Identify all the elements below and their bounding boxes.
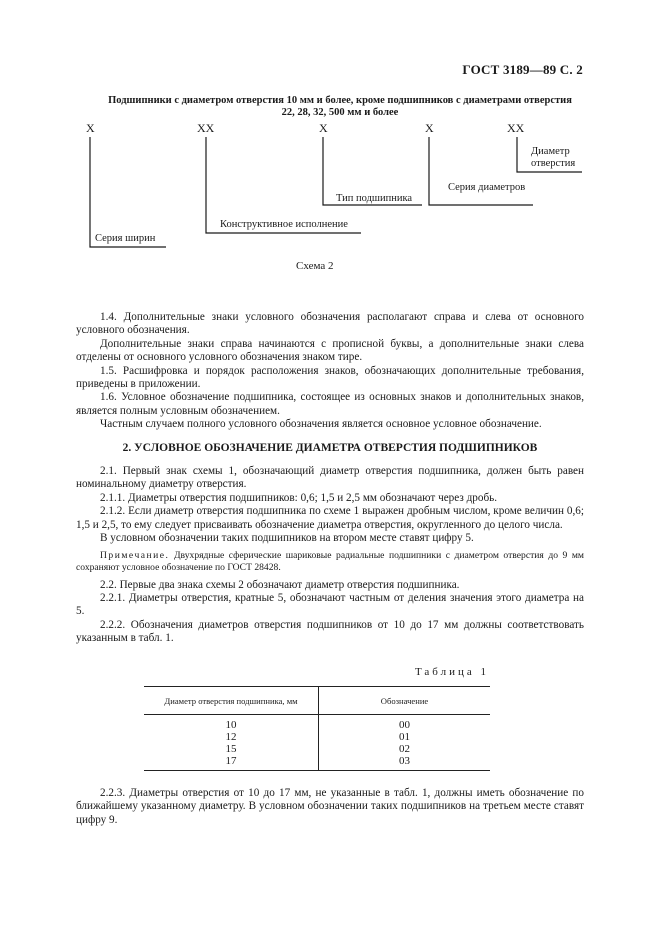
table-cell-diameter: 15 <box>144 743 319 755</box>
table-row <box>144 715 490 732</box>
paragraph-1-6-continued: Частным случаем полного условного обозначения является основное условное обозначение. <box>100 418 542 431</box>
label-diameter-series: Серия диаметров <box>448 182 526 193</box>
page-header: ГОСТ 3189—89 С. 2 <box>462 62 583 77</box>
scheme-title-line-2: 22, 28, 32, 500 мм и более <box>281 107 399 118</box>
table-cell-code: 03 <box>319 755 491 771</box>
label-diameter-line-2: отверстия <box>531 158 576 169</box>
table-cell-code: 00 <box>399 719 410 731</box>
paragraph-2-2: 2.2. Первые два знака схемы 2 обозначают диаметр отверстия подшипника. <box>100 578 460 591</box>
symbol-design: XX <box>197 121 215 135</box>
table-cell-diameter: 17 <box>144 755 319 771</box>
scheme-title-line-1: Подшипники с диаметром отверстия 10 мм и более, кроме подшипников с диаметрами отверстия <box>108 95 572 106</box>
table-header-diameter: Диаметр отверстия подшипника, мм <box>144 687 319 715</box>
table-row <box>144 755 490 771</box>
paragraph-1-6: 1.6. Условное обозначение подшипника, состоящее из основных знаков и дополнительных знаков, является полным условным обозначением. <box>76 391 584 417</box>
paragraph-2-2-1: 2.2.1. Диаметры отверстия, кратные 5, обозначают частным от деления значения этого диаметра на 5. <box>76 591 584 618</box>
symbol-bearing-type: X <box>319 121 328 135</box>
note <box>76 550 584 574</box>
body-text <box>76 311 584 646</box>
note-text: Двухрядные сферические шариковые радиальные подшипники с диаметром отверстия до 9 мм сохраняют условное обозначение по ГОСТ 28428. <box>76 549 584 573</box>
paragraph-2-1: 2.1. Первый знак схемы 1, обозначающий диаметр отверстия подшипника, должен быть равен номинальному диаметру отверстия. <box>76 465 584 491</box>
table-row <box>144 743 490 755</box>
table-cell-diameter: 10 <box>144 715 319 732</box>
body-text-bottom <box>76 787 584 827</box>
scheme-caption: Схема 2 <box>296 260 334 272</box>
section-2-title: 2. УСЛОВНОЕ ОБОЗНАЧЕНИЕ ДИАМЕТРА ОТВЕРСТИЯ ПОДШИПНИКОВ <box>122 441 538 454</box>
table-1 <box>144 686 490 771</box>
table-cell-code: 02 <box>399 743 410 755</box>
label-diameter-line-1: Диаметр <box>531 146 570 157</box>
symbol-diameter-series: X <box>425 121 434 135</box>
paragraph-2-1-1: 2.1.1. Диаметры отверстия подшипников: 0,6; 1,5 и 2,5 мм обозначают через дробь. <box>100 491 498 504</box>
table-header-row <box>144 687 490 715</box>
scheme-2-diagram <box>0 0 661 300</box>
symbol-diameter: XX <box>507 121 525 135</box>
paragraph-1-5: 1.5. Расшифровка и порядок расположения знаков, обозначающих дополнительные требования, приведены в приложении. <box>76 364 584 391</box>
note-label: Примечание. <box>100 549 170 561</box>
table-1-caption: Таблица 1 <box>414 666 489 678</box>
label-width-series: Серия ширин <box>95 233 156 244</box>
paragraph-2-2-2: 2.2.2. Обозначения диаметров отверстия подшипников от 10 до 17 мм должны соответствовать указанным в табл. 1. <box>76 618 584 645</box>
paragraph-2-2-3: 2.2.3. Диаметры отверстия от 10 до 17 мм, не указанные в табл. 1, должны иметь обозначение по ближайшему указанному диаметру. В условном обозначении таких подшипников на третьем месте ставят цифру 9. <box>76 787 584 826</box>
paragraph-1-4-continued: Дополнительные знаки справа начинаются с прописной буквы, а дополнительные знаки слева отделены от основного условного обозначения знаком тире. <box>76 337 584 364</box>
paragraph-2-1-2: 2.1.2. Если диаметр отверстия подшипника по схеме 1 выражен дробным числом, кроме величин 0,6; 1,5 и 2,5, то ему следует присваивать обозначение диаметра отверстия, округленного до целого числа. <box>76 505 584 531</box>
table-cell-diameter: 12 <box>144 731 319 743</box>
label-bearing-type: Тип подшипника <box>336 193 413 204</box>
symbol-width-series: X <box>86 121 95 135</box>
table-cell-code: 01 <box>399 731 410 743</box>
table-row <box>144 731 490 743</box>
paragraph-2-1-3: В условном обозначении таких подшипников на втором месте ставят цифру 5. <box>100 532 474 545</box>
table-header-code: Обозначение <box>319 687 491 715</box>
leader-width-series <box>90 137 166 247</box>
label-design: Конструктивное исполнение <box>220 219 348 230</box>
paragraph-1-4: 1.4. Дополнительные знаки условного обозначения располагают справа и слева от основного условного обозначения. <box>76 311 584 337</box>
